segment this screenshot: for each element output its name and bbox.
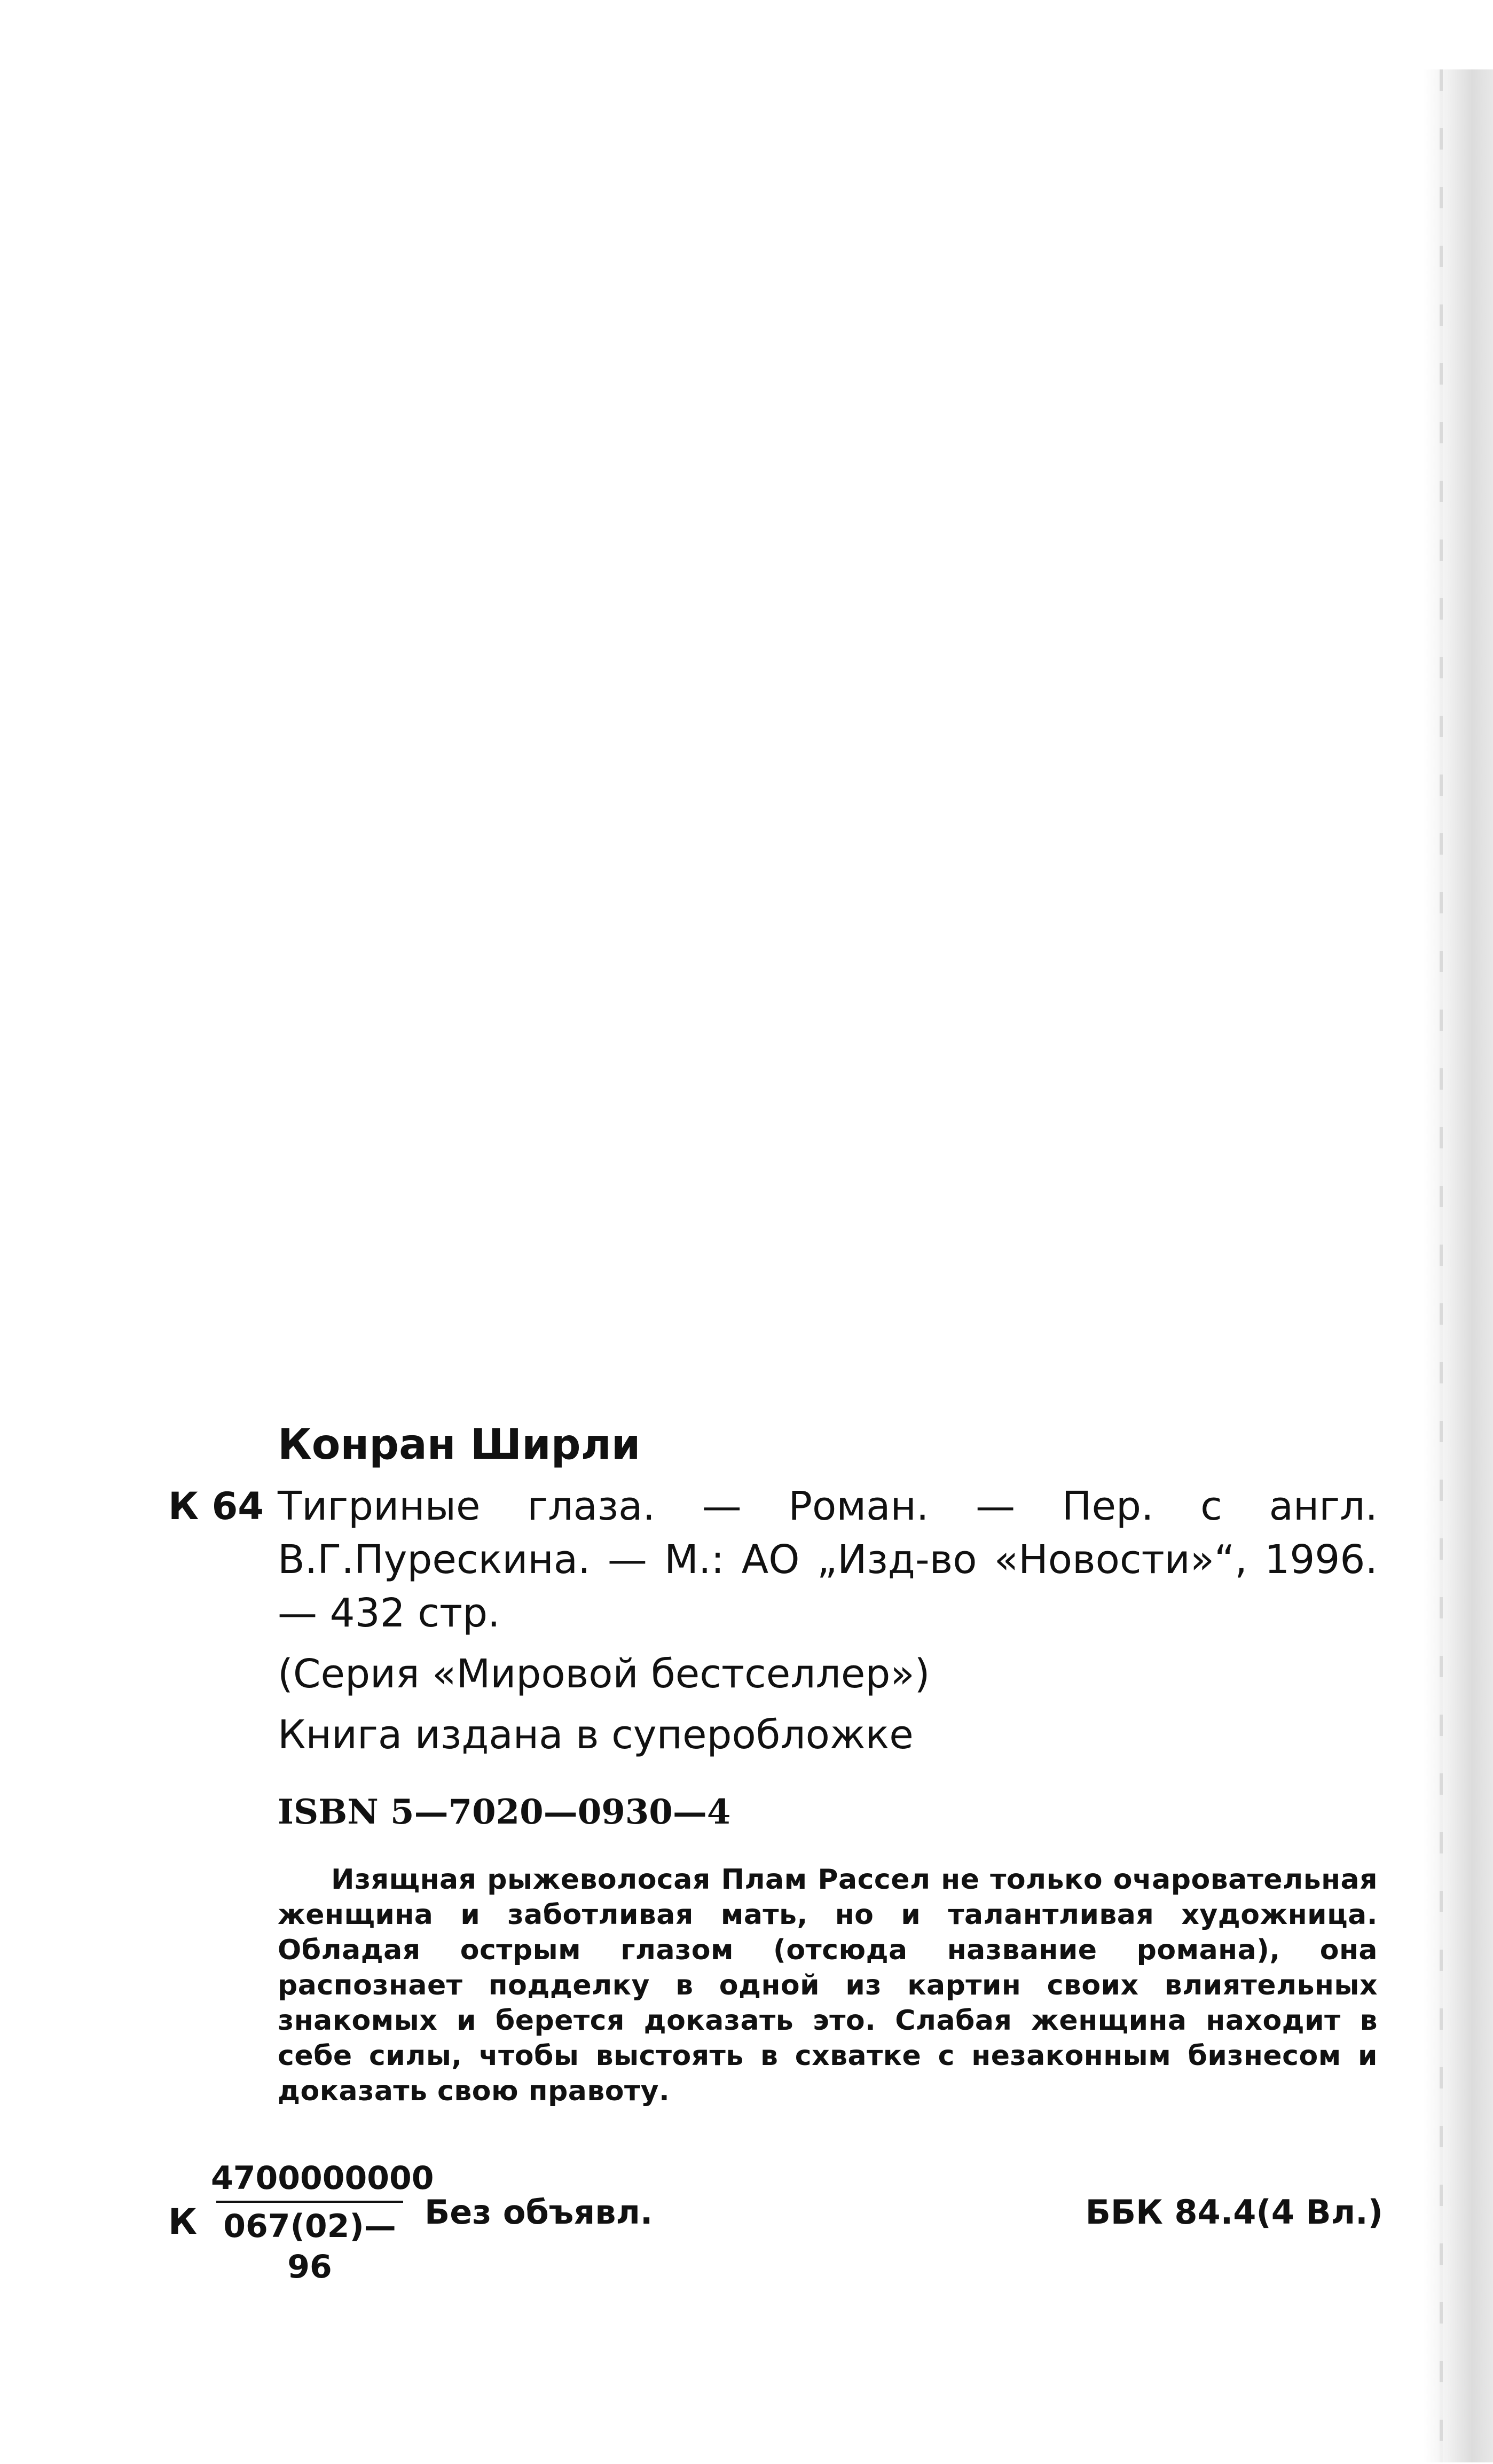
footer-k-letter: К — [168, 2201, 197, 2242]
publishing-code-fraction — [211, 2158, 434, 2287]
author-name: Конран Ширли — [278, 1421, 641, 1469]
fraction-numerator: 4700000000 — [211, 2160, 434, 2197]
publishing-footer — [168, 2158, 1383, 2286]
bibliographic-description: Тигриные глаза. — Роман. — Пер. с англ. В.Г.Пурескина. — М.: АО „Изд-во «Новости»“, 1996. — 432 стр. — [278, 1483, 1378, 1636]
page-edge-shadow — [1424, 69, 1493, 2462]
catalog-card — [168, 1415, 1378, 2109]
index-code: К 64 — [168, 1484, 264, 1528]
fraction-denominator: 067(02)—96 — [223, 2208, 396, 2286]
fraction-line — [216, 2201, 403, 2203]
book-annotation: Изящная рыжеволосая Плам Рассел не только очаровательная женщина и заботливая мать, но и талантливая художница. Обладая острым глазом (отсюда название романа), она распознает подделку в одной из картин своих влиятельных знакомых и берется доказать это. Слабая женщина находит в себе силы, чтобы выстоять в схватке с незаконным бизнесом и доказать свою правоту. — [278, 1864, 1378, 2107]
bibliographic-entry — [168, 1480, 1378, 1640]
binding-note: Книга издана в суперобложке — [278, 1712, 914, 1758]
no-announcement-note: Без объявл. — [425, 2193, 653, 2232]
series-note: (Серия «Мировой бестселлер») — [278, 1651, 930, 1697]
isbn-number: ISBN 5—7020—0930—4 — [278, 1792, 731, 1832]
bbk-code: ББК 84.4(4 Вл.) — [1085, 2193, 1383, 2232]
